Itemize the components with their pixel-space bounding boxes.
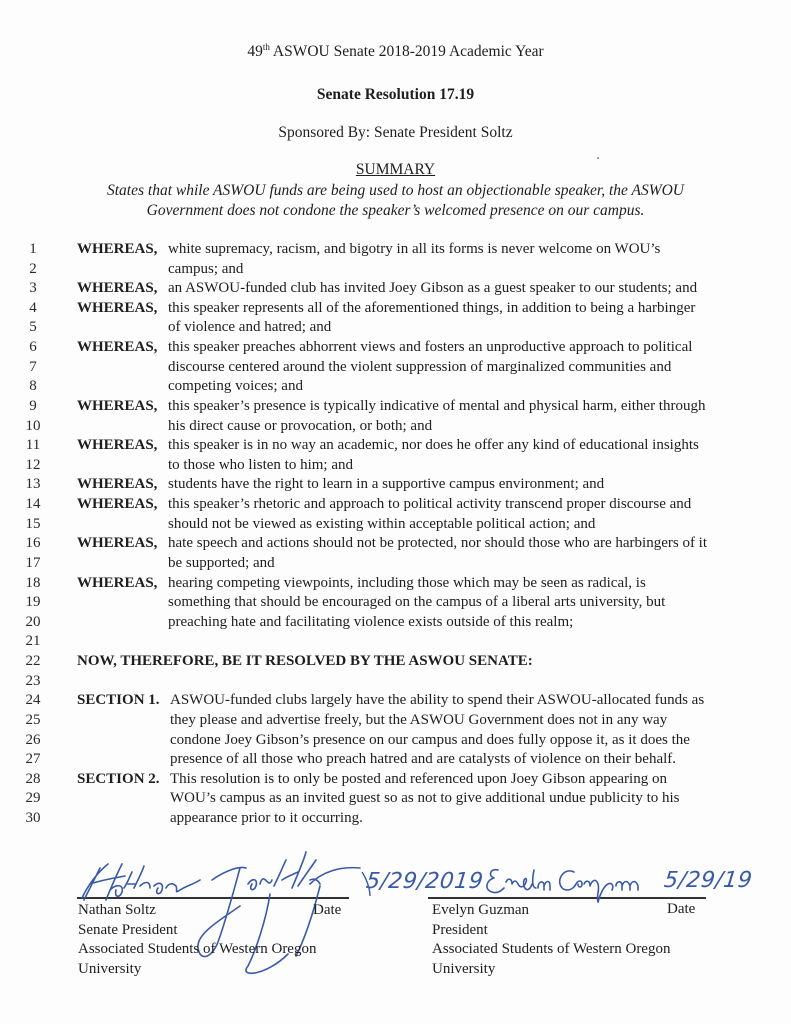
summary-text xyxy=(0,181,791,221)
line-text: WOU’s campus as an invited guest so as not to give additional undue publicity to his xyxy=(170,790,680,807)
line-number: 28 xyxy=(25,770,41,787)
line-text: his direct cause or provocation, or both; and xyxy=(168,417,433,434)
right-date-label: Date xyxy=(667,901,696,917)
resolution-line xyxy=(0,279,791,299)
line-number: 18 xyxy=(25,574,41,591)
line-text: white supremacy, racism, and bigotry in all its forms is never welcome on WOU’s xyxy=(168,241,661,257)
resolution-line xyxy=(0,534,791,554)
resolution-line xyxy=(0,377,791,397)
resolution-line xyxy=(0,672,791,692)
right-signatory-block xyxy=(432,901,670,979)
resolution-line xyxy=(0,731,791,751)
line-number: 4 xyxy=(29,299,37,316)
whereas-keyword: WHEREAS, xyxy=(77,574,158,591)
line-number: 6 xyxy=(29,339,37,356)
line-number: 10 xyxy=(25,417,41,434)
scan-speck xyxy=(597,157,599,159)
line-text: ASWOU-funded clubs largely have the ability to spend their ASWOU-allocated funds as xyxy=(170,692,705,709)
left-signatory-org: Associated Students of Western Oregon xyxy=(78,941,317,957)
resolution-line xyxy=(0,456,791,476)
resolution-line xyxy=(0,632,791,652)
whereas-keyword: WHEREAS, xyxy=(77,476,158,493)
resolution-line xyxy=(0,554,791,574)
line-text: preaching hate and facilitating violence exists outside of this realm; xyxy=(168,613,574,630)
line-number: 8 xyxy=(29,378,37,395)
line-number: 3 xyxy=(29,280,37,297)
line-number: 12 xyxy=(25,456,41,473)
summary-line-2: Government does not condone the speaker’s welcomed presence on our campus. xyxy=(146,202,645,219)
line-number: 19 xyxy=(25,594,41,611)
resolution-line xyxy=(0,515,791,535)
left-signatory-name: Nathan Soltz xyxy=(78,902,156,918)
whereas-keyword: WHEREAS, xyxy=(77,496,158,513)
line-number: 13 xyxy=(25,476,41,493)
right-handwritten-date: 5/29/19 xyxy=(662,868,754,893)
whereas-keyword: WHEREAS, xyxy=(77,241,158,257)
resolution-line xyxy=(0,436,791,456)
line-text: of violence and hatred; and xyxy=(168,319,332,336)
line-number: 23 xyxy=(25,672,41,689)
summary-line-1: States that while ASWOU funds are being used to host an objectionable speaker, the ASWOU xyxy=(106,182,685,199)
resolution-line xyxy=(0,652,791,672)
resolution-line xyxy=(0,770,791,790)
section-keyword: SECTION 1. xyxy=(77,692,160,709)
resolution-line xyxy=(0,475,791,495)
line-text: this speaker’s rhetoric and approach to political activity transcend proper discourse and xyxy=(168,496,692,513)
left-signatory-block xyxy=(78,901,316,979)
resolution-line xyxy=(0,495,791,515)
resolution-line xyxy=(0,711,791,731)
line-number: 22 xyxy=(25,653,41,670)
line-number: 15 xyxy=(25,515,41,532)
line-number: 29 xyxy=(25,790,41,807)
right-signatory-title: President xyxy=(432,921,488,938)
resolution-line xyxy=(0,318,791,338)
line-text: students have the right to learn in a supportive campus environment; and xyxy=(168,476,605,493)
line-text: this speaker’s presence is typically indicative of mental and physical harm, either through xyxy=(168,397,706,414)
resolution-line xyxy=(0,809,791,829)
line-number: 21 xyxy=(25,633,41,650)
line-text: something that should be encouraged on the campus of a liberal arts university, but xyxy=(168,594,666,611)
line-number: 24 xyxy=(25,692,41,709)
line-number: 11 xyxy=(25,437,41,454)
year-heading-text: ASWOU Senate 2018-2019 Academic Year xyxy=(269,43,544,60)
year-ordinal-suffix: th xyxy=(262,42,270,52)
line-text: they please and advertise freely, but the ASWOU Government does not in any way xyxy=(170,711,668,728)
line-text: to those who listen to him; and xyxy=(168,456,353,473)
line-number: 14 xyxy=(25,496,41,513)
line-text: condone Joey Gibson’s presence on our campus and does fully oppose it, as it does the xyxy=(170,731,690,748)
line-text: this speaker is in no way an academic, nor does he offer any kind of educational insights xyxy=(168,437,699,454)
line-text: should not be viewed as existing within acceptable political action; and xyxy=(168,515,596,532)
resolution-line xyxy=(0,338,791,358)
left-date-label: Date xyxy=(313,902,342,918)
resolution-line xyxy=(0,299,791,319)
resolution-line xyxy=(0,691,791,711)
resolution-line xyxy=(0,593,791,613)
line-text: competing voices; and xyxy=(168,378,303,395)
resolution-line xyxy=(0,750,791,770)
resolved-clause: NOW, THEREFORE, BE IT RESOLVED BY THE ASWOU SENATE: xyxy=(77,653,533,670)
section-keyword: SECTION 2. xyxy=(77,770,160,787)
whereas-keyword: WHEREAS, xyxy=(77,280,158,297)
right-signatory-org-2: University xyxy=(432,960,496,977)
line-text: be supported; and xyxy=(168,554,275,571)
whereas-keyword: WHEREAS, xyxy=(77,535,158,552)
resolution-line xyxy=(0,358,791,378)
line-number: 1 xyxy=(29,241,37,257)
line-text: an ASWOU-funded club has invited Joey Gibson as a guest speaker to our students; and xyxy=(168,280,698,297)
line-text: this speaker preaches abhorrent views and fosters an unproductive approach to political xyxy=(168,339,693,356)
line-number: 25 xyxy=(25,711,41,728)
right-signatory-org: Associated Students of Western Oregon xyxy=(432,941,671,957)
resolution-line xyxy=(0,240,791,260)
line-number: 17 xyxy=(25,554,41,571)
sponsor-line: Sponsored By: Senate President Soltz xyxy=(278,124,513,141)
line-number: 27 xyxy=(25,751,41,768)
line-number: 20 xyxy=(25,613,41,630)
resolution-line xyxy=(0,574,791,594)
left-handwritten-date: 5/29/2019 xyxy=(364,869,485,894)
whereas-keyword: WHEREAS, xyxy=(77,299,158,316)
left-signatory-org-2: University xyxy=(78,960,142,977)
year-ordinal: 49 xyxy=(247,43,263,60)
right-signatory-name: Evelyn Guzman xyxy=(432,902,530,918)
line-text: discourse centered around the violent suppression of marginalized communities and xyxy=(168,358,672,375)
line-number: 30 xyxy=(25,809,41,826)
summary-heading: SUMMARY xyxy=(355,161,436,178)
line-number: 7 xyxy=(29,358,37,375)
line-text: hearing competing viewpoints, including those which may be seen as radical, is xyxy=(168,574,646,591)
line-number: 9 xyxy=(29,397,37,414)
line-text: presence of all those who preach hatred and are catalysts of violence on their behalf. xyxy=(170,751,677,768)
line-text: this speaker represents all of the aforementioned things, in addition to being a harbinger xyxy=(168,299,696,316)
line-text: appearance prior to it occurring. xyxy=(170,809,363,826)
resolution-line xyxy=(0,397,791,417)
line-number: 2 xyxy=(29,260,37,277)
line-number: 16 xyxy=(25,535,41,552)
resolution-line xyxy=(0,789,791,809)
whereas-keyword: WHEREAS, xyxy=(77,339,158,356)
resolution-line xyxy=(0,260,791,280)
left-signatory-title: Senate President xyxy=(78,921,178,938)
whereas-keyword: WHEREAS, xyxy=(77,397,158,414)
line-text: campus; and xyxy=(168,260,244,277)
line-text: hate speech and actions should not be protected, nor should those who are harbingers of it xyxy=(168,535,708,552)
resolution-title: Senate Resolution 17.19 xyxy=(316,86,475,103)
resolution-line xyxy=(0,613,791,633)
academic-year-heading xyxy=(0,42,791,61)
line-number: 26 xyxy=(25,731,41,748)
line-number: 5 xyxy=(29,319,37,336)
whereas-keyword: WHEREAS, xyxy=(77,437,158,454)
line-text: This resolution is to only be posted and referenced upon Joey Gibson appearing on xyxy=(170,770,667,787)
resolution-line xyxy=(0,417,791,437)
